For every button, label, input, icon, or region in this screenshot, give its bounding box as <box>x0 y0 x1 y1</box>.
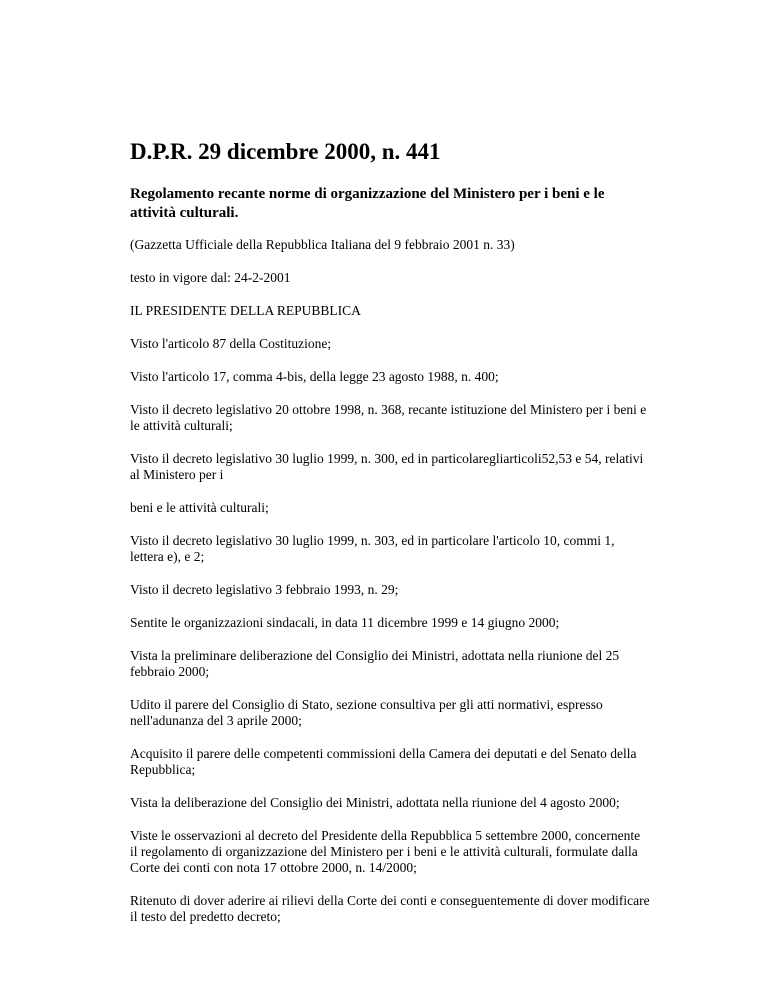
recital-paragraph: beni e le attività culturali; <box>130 500 269 515</box>
recital-paragraph: Viste le osservazioni al decreto del Presidente della Repubblica 5 settembre 2000, concernente il regolamento di organizzazione del Ministero per i beni e le attività culturali, formulate dalla Corte dei conti con nota 17 ottobre 2000, n. 14/2000; <box>130 828 641 875</box>
gazette-reference: (Gazzetta Ufficiale della Repubblica Italiana del 9 febbraio 2001 n. 33) <box>130 237 515 252</box>
document-title: D.P.R. 29 dicembre 2000, n. 441 <box>130 139 441 164</box>
recital-paragraph: Acquisito il parere delle competenti commissioni della Camera dei deputati e del Senato della Repubblica; <box>130 746 637 777</box>
recital-paragraph: Visto l'articolo 87 della Costituzione; <box>130 336 332 351</box>
recital-paragraph: Visto il decreto legislativo 30 luglio 1999, n. 300, ed in particolaregliarticoli52,53 e 54, relativi al Ministero per i <box>130 451 644 482</box>
president-heading: IL PRESIDENTE DELLA REPUBBLICA <box>130 303 361 318</box>
recital-paragraph: Visto l'articolo 17, comma 4-bis, della legge 23 agosto 1988, n. 400; <box>130 369 499 384</box>
in-force-date: testo in vigore dal: 24-2-2001 <box>130 270 291 285</box>
document-page <box>130 138 650 942</box>
recital-paragraph: Visto il decreto legislativo 20 ottobre 1998, n. 368, recante istituzione del Ministero per i beni e le attività culturali; <box>130 402 647 433</box>
recital-paragraph: Ritenuto di dover aderire ai rilievi della Corte dei conti e conseguentemente di dover modificare il testo del predetto decreto; <box>130 893 650 924</box>
recital-paragraph: Vista la deliberazione del Consiglio dei Ministri, adottata nella riunione del 4 agosto 2000; <box>130 795 620 810</box>
recital-paragraph: Sentite le organizzazioni sindacali, in data 11 dicembre 1999 e 14 giugno 2000; <box>130 615 560 630</box>
recital-paragraph: Vista la preliminare deliberazione del Consiglio dei Ministri, adottata nella riunione del 25 febbraio 2000; <box>130 648 620 679</box>
recital-paragraph: Visto il decreto legislativo 3 febbraio 1993, n. 29; <box>130 582 399 597</box>
document-subtitle: Regolamento recante norme di organizzazione del Ministero per i beni e le attività culturali. <box>130 186 605 221</box>
recital-paragraph: Udito il parere del Consiglio di Stato, sezione consultiva per gli atti normativi, espresso nell'adunanza del 3 aprile 2000; <box>130 697 603 728</box>
recital-paragraph: Visto il decreto legislativo 30 luglio 1999, n. 303, ed in particolare l'articolo 10, commi 1, lettera e), e 2; <box>130 533 615 564</box>
